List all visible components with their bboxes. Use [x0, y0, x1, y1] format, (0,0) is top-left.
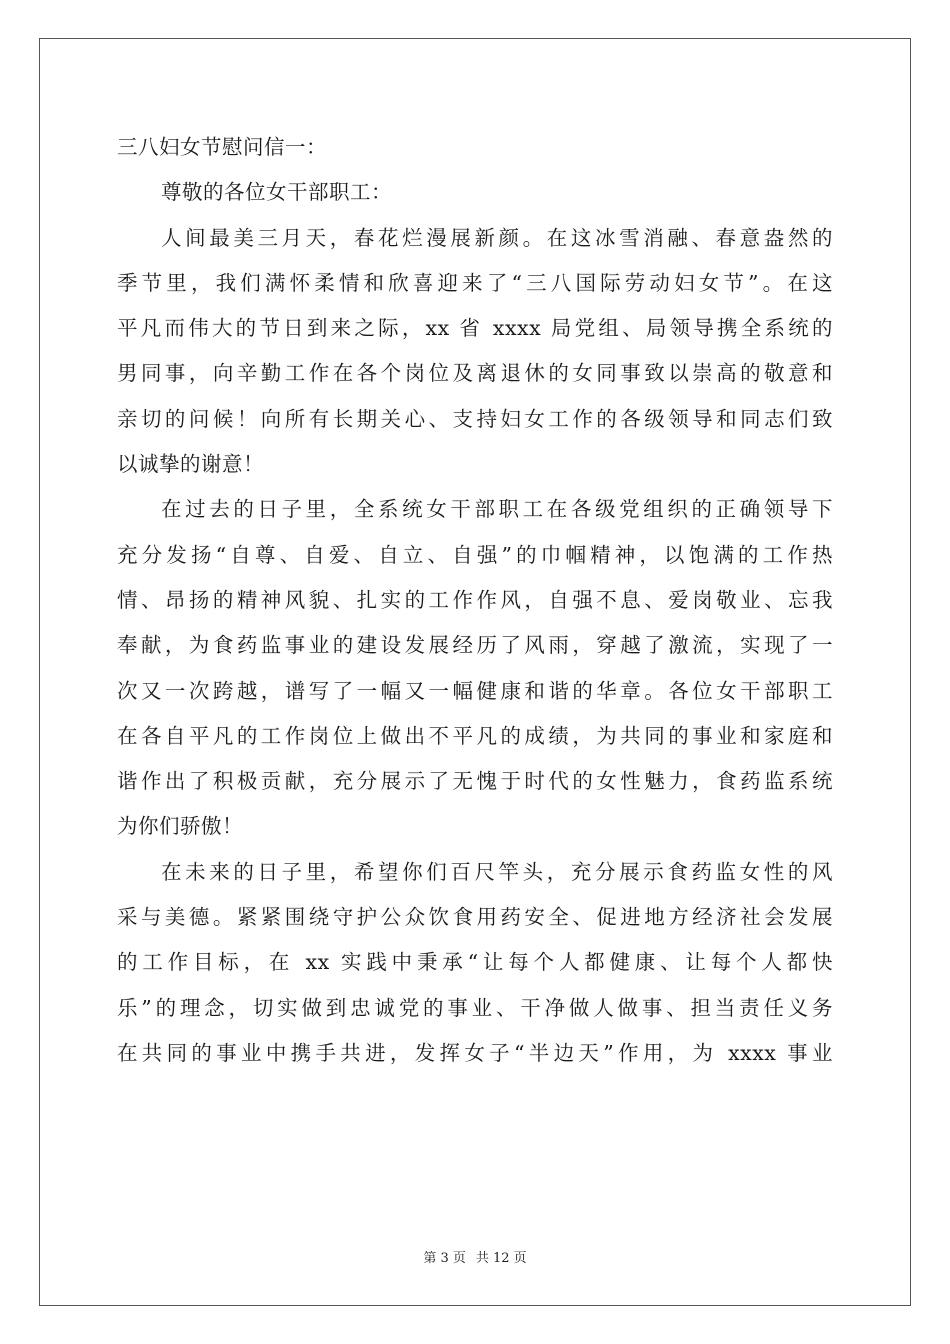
paragraph-2-line: 次又一次跨越，谱写了一幅又一幅健康和谐的华章。各位女干部职工: [117, 678, 833, 703]
page-total: 共 12 页: [475, 1251, 527, 1266]
paragraph-1-line: 以诚挚的谢意！: [117, 452, 264, 477]
paragraph-3-line: 的工作目标，在 xx 实践中秉承“让每个人都健康、让每个人都快: [117, 950, 833, 975]
letter-body: [117, 125, 833, 1076]
paragraph-3-line: 在共同的事业中携手共进，发挥女子“半边天”作用，为 xxxx 事业: [117, 1040, 833, 1065]
paragraph-1-line: 亲切的问候！向所有长期关心、支持妇女工作的各级领导和同志们致: [117, 406, 833, 431]
letter-heading: 三八妇女节慰问信一：: [117, 135, 327, 159]
paragraph-2-line: 情、昂扬的精神风貌、扎实的工作作风，自强不息、爱岗敬业、忘我: [117, 587, 833, 612]
paragraph-1-line: 平凡而伟大的节日到来之际，xx 省 xxxx 局党组、局领导携全系统的: [117, 316, 833, 341]
page-number: 第 3 页: [423, 1251, 466, 1266]
paragraph-2-line: 在各自平凡的工作岗位上做出不平凡的成绩，为共同的事业和家庭和: [117, 723, 833, 748]
paragraph-2-line: 充分发扬“自尊、自爱、自立、自强”的巾帼精神，以饱满的工作热: [117, 542, 833, 567]
paragraph-2-line: 奉献，为食药监事业的建设发展经历了风雨，穿越了激流，实现了一: [117, 633, 833, 658]
letter-salutation: 尊敬的各位女干部职工：: [161, 180, 392, 205]
paragraph-3-line: 采与美德。紧紧围绕守护公众饮食用药安全、促进地方经济社会发展: [117, 905, 833, 930]
page-footer: [0, 1247, 950, 1266]
paragraph-1-line: 人间最美三月天，春花烂漫展新颜。在这冰雪消融、春意盎然的: [161, 225, 833, 250]
paragraph-3-line: 在未来的日子里，希望你们百尺竿头，充分展示食药监女性的风: [161, 859, 833, 884]
paragraph-2-line: 在过去的日子里，全系统女干部职工在各级党组织的正确领导下: [161, 497, 833, 522]
paragraph-1-line: 男同事，向辛勤工作在各个岗位及离退休的女同事致以崇高的敬意和: [117, 361, 833, 386]
paragraph-2-line: 为你们骄傲！: [117, 814, 243, 839]
paragraph-3-line: 乐”的理念，切实做到忠诚党的事业、干净做人做事、担当责任义务: [117, 995, 833, 1020]
paragraph-2-line: 谐作出了积极贡献，充分展示了无愧于时代的女性魅力，食药监系统: [117, 769, 833, 794]
paragraph-1-line: 季节里，我们满怀柔情和欣喜迎来了“三八国际劳动妇女节”。在这: [117, 270, 833, 295]
